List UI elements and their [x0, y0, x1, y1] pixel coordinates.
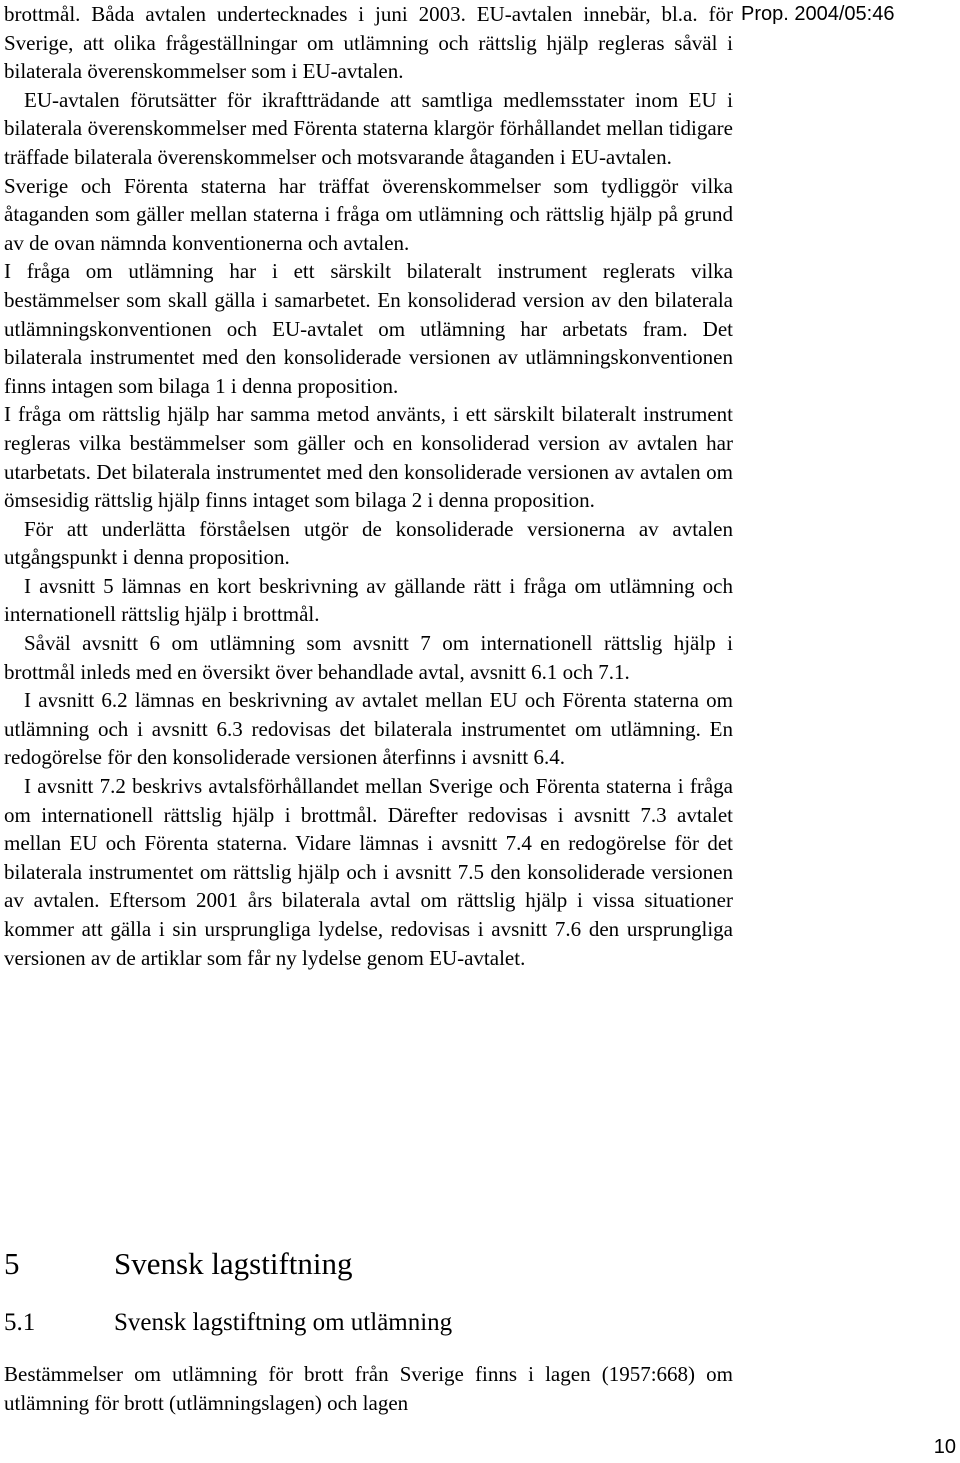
paragraph: För att underlätta förståelsen utgör de konsoliderade versionerna av avtalen utgångspunkt i denna proposition.	[4, 516, 733, 570]
section-number: 5	[4, 1246, 20, 1281]
paragraph: EU-avtalen förutsätter för ikraftträdande att samtliga medlemsstater inom EU i bilaterala överenskommelser med Förenta staterna klargör förhållandet mellan tidigare träffade bilaterala överenskommelser och motsvarande åtaganden i EU-avtalen.	[4, 87, 733, 169]
paragraph: Sverige och Förenta staterna har träffat överenskommelser som tydliggör vilka åtaganden som gäller mellan staterna i fråga om utlämning och rättslig hjälp på grund av de ovan nämnda konventionerna och avtalen.	[4, 173, 733, 255]
paragraph: I avsnitt 6.2 lämnas en beskrivning av avtalet mellan EU och Förenta staterna om utlämning och i avsnitt 6.3 redovisas det bilaterala instrumentet om utlämning. En redogörelse för den konsoliderade versionen återfinns i avsnitt 6.4.	[4, 688, 733, 770]
page-number: 10	[933, 1436, 956, 1458]
subsection-number: 5.1	[4, 1309, 36, 1336]
body-text	[4, 0, 733, 972]
paragraph: I fråga om rättslig hjälp har samma metod använts, i ett särskilt bilateralt instrument regleras vilka bestämmelser som gäller och en konsoliderad version av avtalen har utarbetats. Det bilaterala instrumentet med den konsoliderade versionen av avtalen om ömsesidig rättslig hjälp finns intaget som bilaga 2 i denna proposition.	[4, 402, 733, 513]
proposition-reference: Prop. 2004/05:46	[741, 3, 895, 25]
section-heading	[4, 1246, 353, 1282]
closing-paragraph: Bestämmelser om utlämning för brott från Sverige finns i lagen (1957:668) om utlämning för brott (utlämningslagen) och lagen	[4, 1362, 733, 1415]
paragraph: I avsnitt 5 lämnas en kort beskrivning av gällande rätt i fråga om utlämning och internationell rättslig hjälp i brottmål.	[4, 573, 733, 627]
paragraph: brottmål. Båda avtalen undertecknades i juni 2003. EU-avtalen innebär, bl.a. för Sverige, att olika frågeställningar om utlämning och rättslig hjälp regleras såväl i bilaterala överenskommelser som i EU-avtalen.	[4, 2, 733, 84]
subsection-title: Svensk lagstiftning om utlämning	[114, 1309, 453, 1336]
subsection-heading	[4, 1308, 452, 1338]
paragraph: Såväl avsnitt 6 om utlämning som avsnitt 7 om internationell rättslig hjälp i brottmål inleds med en översikt över behandlade avtal, avsnitt 6.1 och 7.1.	[4, 631, 733, 684]
section-title: Svensk lagstiftning	[114, 1246, 353, 1281]
paragraph: I fråga om utlämning har i ett särskilt bilateralt instrument reglerats vilka bestämmelser som skall gälla i samarbetet. En konsoliderad version av den bilaterala utlämningskonventionen och EU-avtalet om utlämning har arbetats fram. Det bilaterala instrumentet med den konsoliderade versionen av utlämningskonventionen finns intagen som bilaga 1 i denna proposition.	[4, 259, 733, 398]
paragraph: I avsnitt 7.2 beskrivs avtalsförhållandet mellan Sverige och Förenta staterna i fråga om internationell rättslig hjälp i brottmål. Därefter redovisas i avsnitt 7.3 avtalet mellan EU och Förenta staterna. Vidare lämnas i avsnitt 7.4 en redogörelse för det bilaterala instrumentet om rättslig hjälp och i avsnitt 7.5 den konsoliderade versionen av avtalen. Eftersom 2001 års bilaterala avtal om rättslig hjälp i vissa situationer kommer att gälla i sin ursprungliga lydelse, redovisas i avsnitt 7.6 den ursprungliga versionen av de artiklar som får ny lydelse genom EU-avtalet.	[4, 774, 733, 970]
